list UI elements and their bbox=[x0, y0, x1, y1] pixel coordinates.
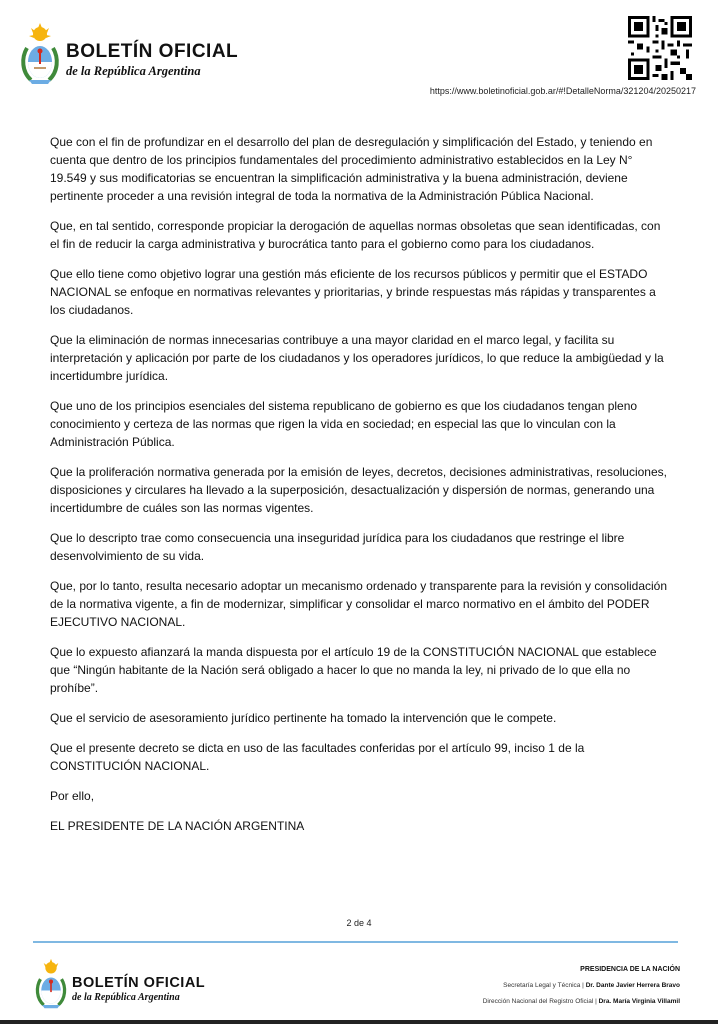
qr-code-icon bbox=[628, 16, 692, 80]
brand-block bbox=[66, 42, 238, 79]
official-name: Dr. Dante Javier Herrera Bravo bbox=[585, 982, 680, 989]
paragraph: Que la proliferación normativa generada por la emisión de leyes, decretos, decisiones administrativas, resoluciones, disposiciones y circulares ha llevado a la superposición, desactualización y dispersión de normas, generando una incertidumbre de cuáles son las normas vigentes. bbox=[50, 465, 667, 515]
office-name: Secretaría Legal y Técnica bbox=[503, 982, 581, 989]
paragraph: Que el presente decreto se dicta en uso de las facultades conferidas por el artículo 99, inciso 1 de la CONSTITUCIÓN NACIONAL. bbox=[50, 741, 585, 773]
paragraph: Que uno de los principios esenciales del sistema republicano de gobierno es que los ciudadanos tengan pleno conocimiento y certeza de las normas que rigen la vida en sociedad; en especial las que lo vinculan con la Administración Pública. bbox=[50, 399, 638, 449]
paragraph: EL PRESIDENTE DE LA NACIÓN ARGENTINA bbox=[50, 819, 305, 833]
brand-title: BOLETÍN OFICIAL bbox=[66, 41, 239, 62]
paragraph: Que con el fin de profundizar en el desarrollo del plan de desregulación y simplificación del Estado, y teniendo en cuenta que dentro de los principios fundamentales del procedimiento administrativo establecidos en la Ley N° 19.549 y sus modificatorias se encuentran la simplificación administrativa y la buena administración, deviene pertinente proceder a una revisión integral de toda la normativa de la Administración Pública Nacional. bbox=[50, 135, 653, 203]
argentina-coat-of-arms-icon bbox=[34, 958, 68, 1010]
paragraph: Que el servicio de asesoramiento jurídico pertinente ha tomado la intervención que le compete. bbox=[50, 711, 557, 725]
paragraph: Que ello tiene como objetivo lograr una gestión más eficiente de los recursos públicos y permitir que el ESTADO NACIONAL se enfoque en normativas relevantes y prioritarias, y brinde respuestas más rápidas y transparentes a los ciudadanos. bbox=[50, 267, 656, 317]
page-number: 2 de 4 bbox=[346, 918, 372, 928]
paragraph: Por ello, bbox=[50, 789, 95, 803]
argentina-coat-of-arms-icon bbox=[19, 22, 61, 86]
footer-brand-title: BOLETÍN OFICIAL bbox=[72, 975, 206, 991]
footer-brand-subtitle: de la República Argentina bbox=[72, 992, 180, 1003]
footer-credit-line: Dirección Nacional del Registro Oficial | Dra. María Virginia Villamil bbox=[482, 998, 680, 1005]
document-header bbox=[0, 0, 718, 105]
paragraph: Que lo descripto trae como consecuencia una inseguridad jurídica para los ciudadanos que restringe el libre desenvolvimiento de su vida. bbox=[50, 531, 625, 563]
paragraph: Que lo expuesto afianzará la manda dispuesta por el artículo 19 de la CONSTITUCIÓN NACIONAL que establece que “Ningún habitante de la Nación será obligado a hacer lo que no manda la ley, ni privado de lo que ella no prohíbe”. bbox=[50, 645, 657, 695]
document-body bbox=[50, 133, 670, 847]
bottom-bar bbox=[0, 1020, 718, 1024]
office-name: Dirección Nacional del Registro Oficial bbox=[482, 998, 594, 1005]
presidency-label: PRESIDENCIA DE LA NACIÓN bbox=[580, 966, 680, 973]
footer-brand-block bbox=[72, 975, 205, 1003]
footer-credit-line: Secretaría Legal y Técnica | Dr. Dante Javier Herrera Bravo bbox=[503, 982, 680, 989]
brand-subtitle: de la República Argentina bbox=[66, 64, 201, 78]
paragraph: Que, por lo tanto, resulta necesario adoptar un mecanismo ordenado y transparente para la revisión y consolidación de la normativa vigente, a fin de modernizar, simplificar y consolidar el marco normativo en el ámbito del PODER EJECUTIVO NACIONAL. bbox=[50, 579, 668, 629]
official-name: Dra. María Virginia Villamil bbox=[598, 998, 680, 1005]
paragraph: Que, en tal sentido, corresponde propiciar la derogación de aquellas normas obsoletas que sean identificadas, con el fin de reducir la carga administrativa y burocrática tanto para el gobierno como para los ciudadanos. bbox=[50, 219, 661, 251]
paragraph: Que la eliminación de normas innecesarias contribuye a una mayor claridad en el marco legal, y facilita su interpretación y aplicación por parte de los ciudadanos y los operadores jurídicos, lo que reduce la ambigüedad y la incertidumbre jurídica. bbox=[50, 333, 664, 383]
document-url: https://www.boletinoficial.gob.ar/#!DetalleNorma/321204/20250217 bbox=[429, 86, 696, 96]
footer-credits bbox=[483, 962, 680, 1010]
footer-divider bbox=[33, 941, 678, 943]
